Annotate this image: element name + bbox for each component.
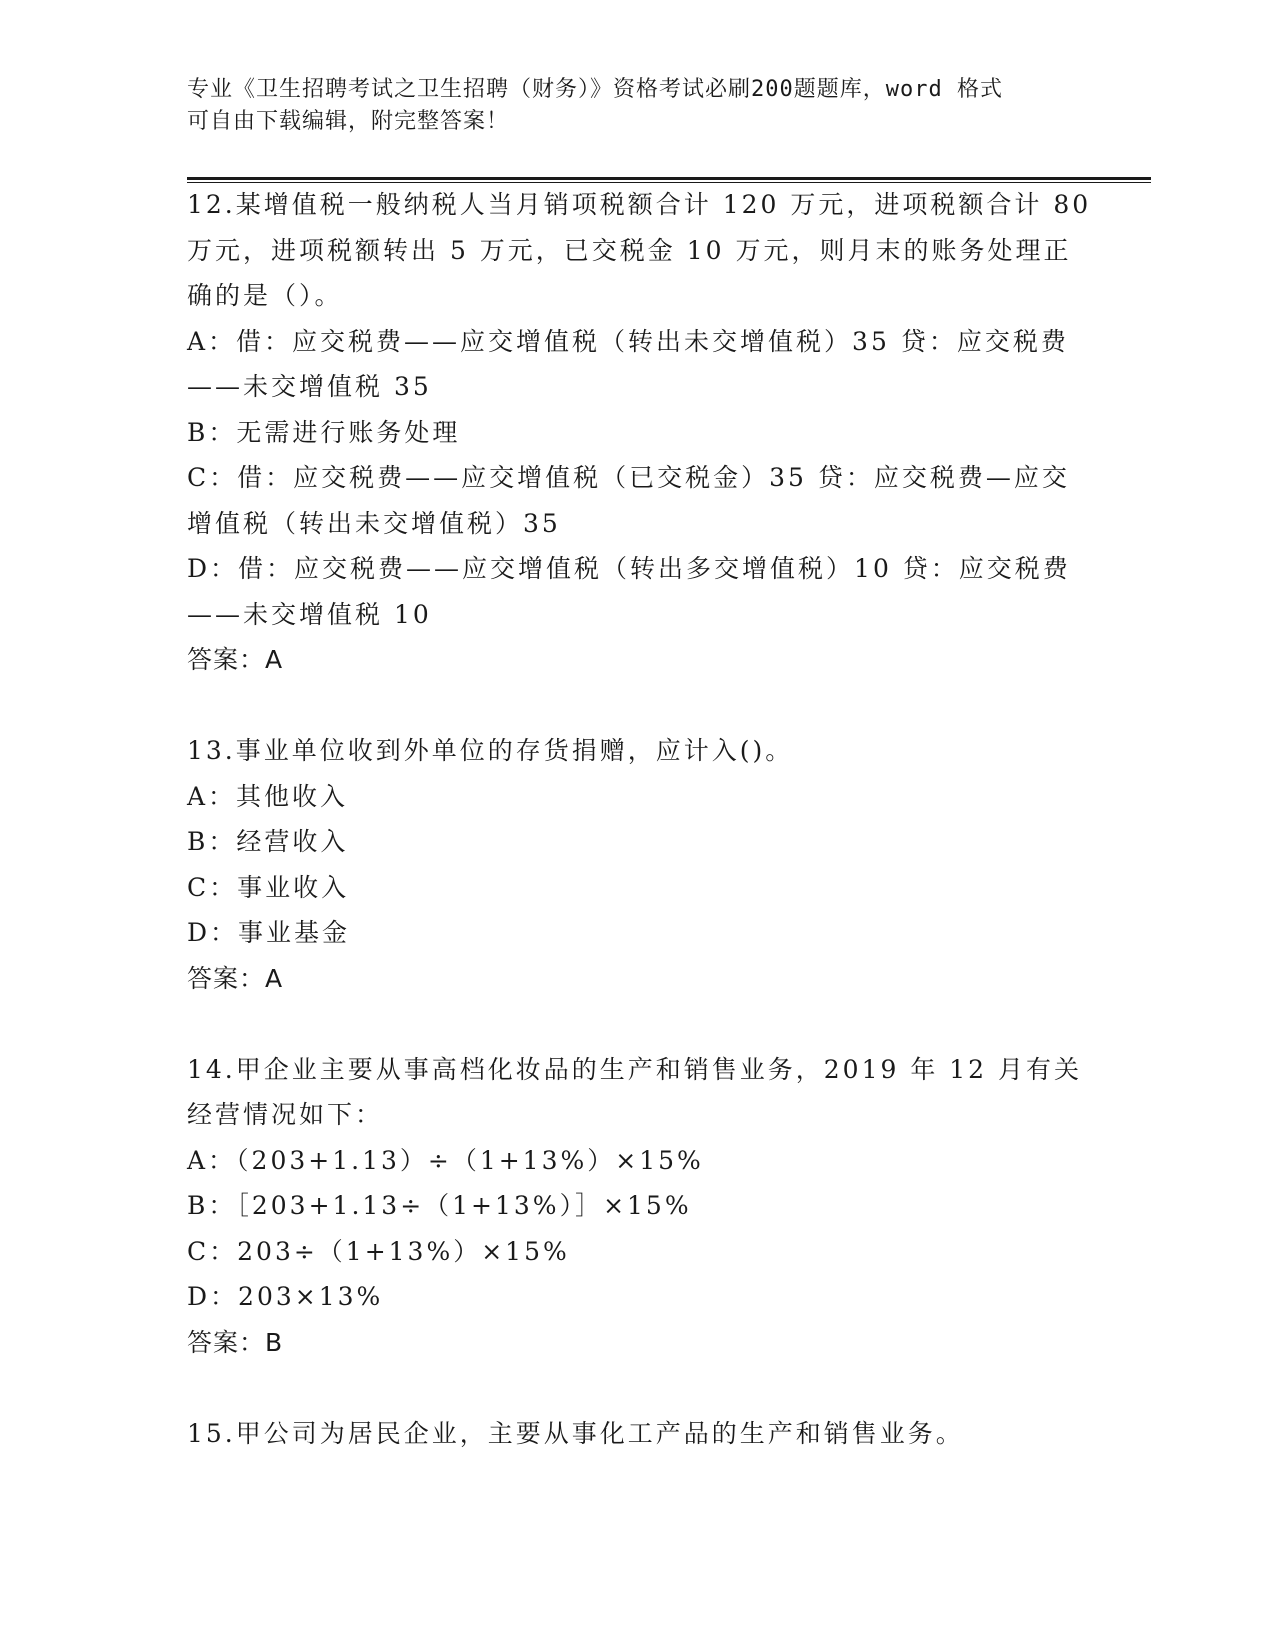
option-d-line: D：事业基金 <box>187 918 351 947</box>
option-d-line: D：借：应交税费——应交增值税（转出多交增值税）10 贷：应交税费 <box>187 554 1071 583</box>
option-b-line: B：［203+1.13÷（1+13%）］×15% <box>187 1191 692 1220</box>
question-15 <box>187 1411 1087 1457</box>
header-line-2: 可自由下载编辑，附完整答案！ <box>187 109 510 134</box>
spacer <box>187 1365 1087 1411</box>
option-c-line: C：借：应交税费——应交增值税（已交税金）35 贷：应交税费—应交 <box>187 463 1070 492</box>
option-a-line: A：（203+1.13）÷（1+13%）×15% <box>187 1145 704 1175</box>
question-stem-line: 14.甲企业主要从事高档化妆品的生产和销售业务，2019 年 12 月有关 <box>187 1054 1083 1084</box>
question-14 <box>187 1047 1087 1366</box>
option-b-line: B：无需进行账务处理 <box>187 417 461 447</box>
question-stem-line: 万元，进项税额转出 5 万元，已交税金 10 万元，则月末的账务处理正 <box>187 235 1072 265</box>
header-line-1: 专业《卫生招聘考试之卫生招聘（财务）》资格考试必刷200题题库，word 格式 <box>187 77 1003 102</box>
document-header <box>187 74 1087 138</box>
question-stem-line: 确的是（）。 <box>187 281 343 310</box>
spacer <box>187 1001 1087 1047</box>
option-b-line: B：经营收入 <box>187 827 349 856</box>
answer-label: 答案：A <box>187 645 284 674</box>
option-a-line: A：借：应交税费——应交增值税（转出未交增值税）35 贷：应交税费 <box>187 326 1069 356</box>
spacer <box>187 683 1087 729</box>
question-stem-line: 12.某增值税一般纳税人当月销项税额合计 120 万元，进项税额合计 80 <box>187 190 1092 219</box>
option-c-line: C：事业收入 <box>187 872 350 902</box>
header-divider-thick <box>187 177 1151 180</box>
question-stem-line: 经营情况如下： <box>187 1100 384 1129</box>
question-list <box>187 182 1092 1456</box>
question-stem-line: 13.事业单位收到外单位的存货捐赠，应计入()。 <box>187 736 794 765</box>
option-d-line: D：203×13% <box>187 1282 384 1311</box>
option-a-line: A：其他收入 <box>187 781 349 811</box>
answer-label: 答案：B <box>187 1327 284 1357</box>
option-d-line: ——未交增值税 10 <box>187 599 432 629</box>
option-c-line: 增值税（转出未交增值税）35 <box>187 508 561 538</box>
question-13 <box>187 728 1087 1001</box>
question-stem-line: 15.甲公司为居民企业，主要从事化工产品的生产和销售业务。 <box>187 1418 964 1448</box>
question-12 <box>187 182 1092 683</box>
option-a-line: ——未交增值税 35 <box>187 372 432 401</box>
option-c-line: C：203÷（1+13%）×15% <box>187 1236 570 1266</box>
answer-label: 答案：A <box>187 963 284 993</box>
